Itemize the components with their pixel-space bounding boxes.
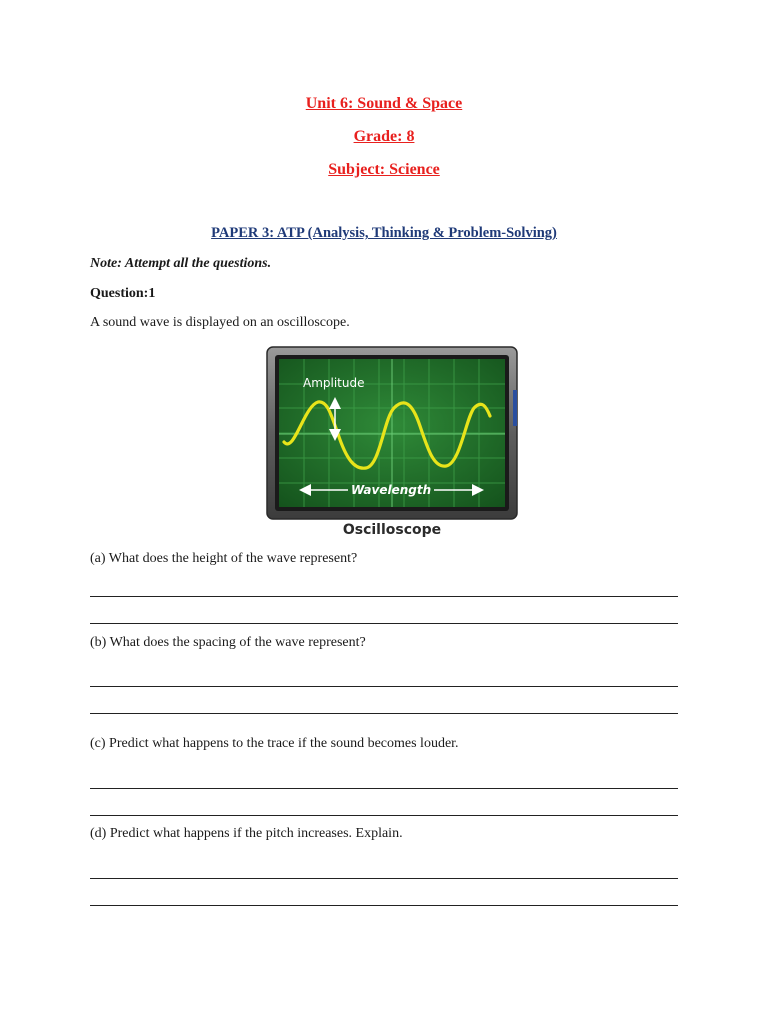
wavelength-label: Wavelength [351, 483, 432, 497]
question-intro: A sound wave is displayed on an oscilloscope. [90, 315, 350, 330]
paper-title: PAPER 3: ATP (Analysis, Thinking & Problem-Solving) [211, 225, 557, 241]
answer-line[interactable] [90, 713, 678, 714]
oscilloscope-figure [266, 346, 518, 520]
answer-line[interactable] [90, 596, 678, 597]
question-part-d: (d) Predict what happens if the pitch increases. Explain. [90, 826, 403, 841]
unit-title: Unit 6: Sound & Space [305, 95, 463, 112]
subject-title: Subject: Science [328, 161, 440, 178]
answer-line[interactable] [90, 623, 678, 624]
oscilloscope-caption: Oscilloscope [342, 522, 442, 538]
answer-line[interactable] [90, 815, 678, 816]
answer-line[interactable] [90, 788, 678, 789]
answer-line[interactable] [90, 905, 678, 906]
question-part-a: (a) What does the height of the wave represent? [90, 551, 358, 566]
question-part-c: (c) Predict what happens to the trace if the sound becomes louder. [90, 736, 459, 751]
amplitude-label: Amplitude [303, 376, 365, 390]
question-heading: Question:1 [90, 286, 156, 301]
answer-line[interactable] [90, 878, 678, 879]
grade-title: Grade: 8 [353, 128, 415, 145]
question-part-b: (b) What does the spacing of the wave represent? [90, 635, 366, 650]
answer-line[interactable] [90, 686, 678, 687]
note-text: Note: Attempt all the questions. [90, 256, 272, 271]
